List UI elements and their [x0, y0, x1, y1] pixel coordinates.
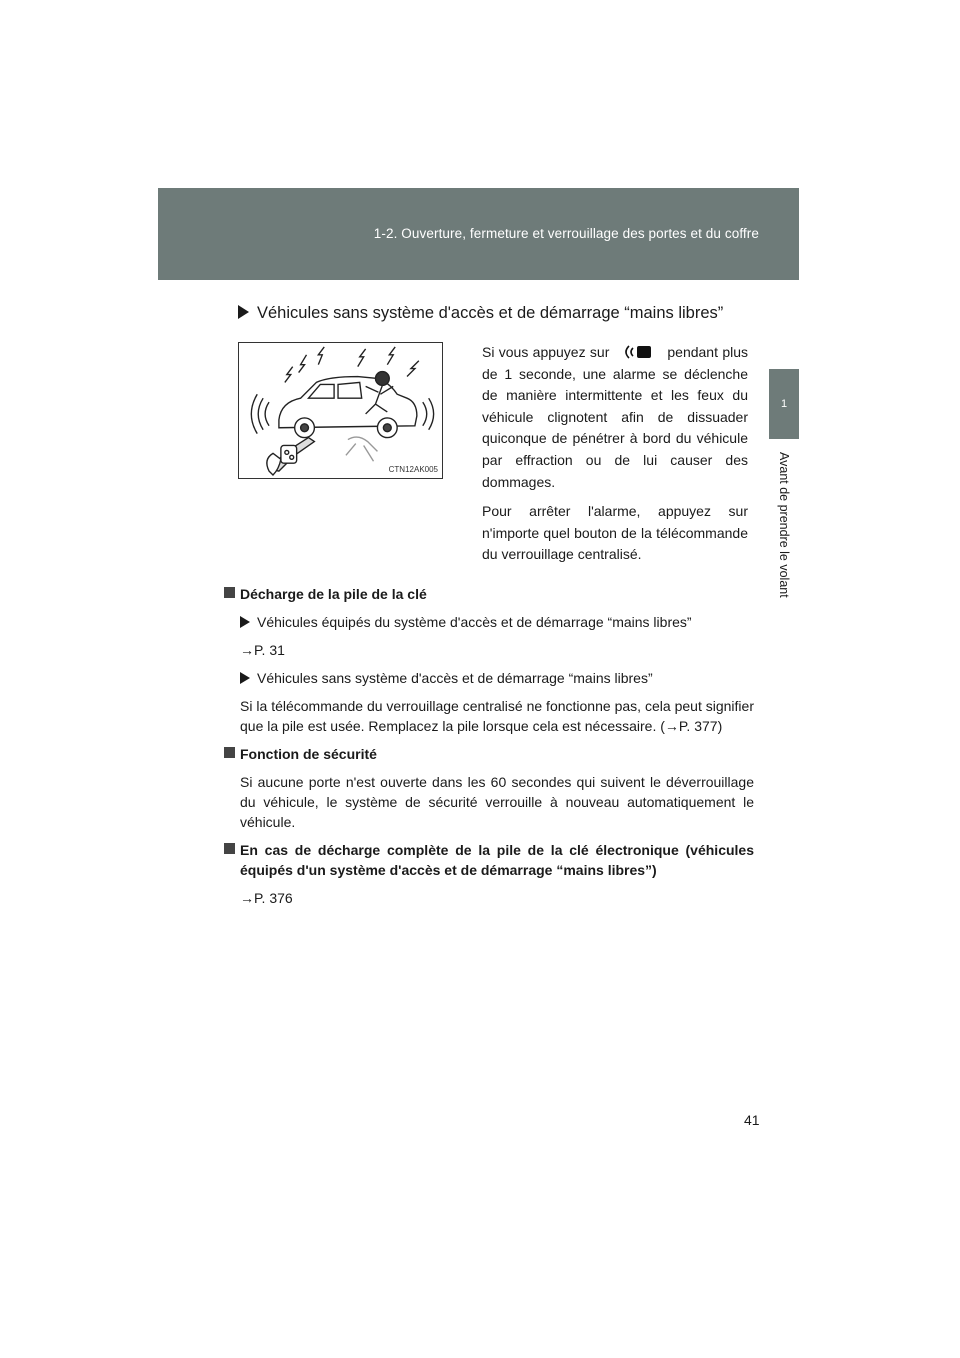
battery-text: Si la télécommande du verrouillage centralisé ne fonctionne pas, cela peut signifier que la pile est usée. Remplacez la pile lorsque cela est nécessaire. (→P. 377) — [240, 698, 754, 734]
security-text: Si aucune porte n'est ouverte dans les 60 secondes qui suivent le déverrouillage du véhicule, le système de sécurité verrouille à nouveau automatiquement le véhicule. — [240, 774, 754, 830]
chapter-tab — [769, 369, 799, 439]
figure-description — [482, 342, 748, 574]
battery-sub2 — [224, 668, 754, 688]
battery-sub2-text: Véhicules sans système d'accès et de démarrage “mains libres” — [257, 670, 653, 686]
square-bullet-icon — [224, 843, 235, 854]
security-heading — [224, 744, 754, 764]
chapter-number: 1 — [780, 398, 788, 410]
p1-before: Si vous appuyez sur — [482, 344, 610, 360]
battery-sub1 — [224, 612, 754, 632]
p1-after: pendant — [667, 344, 718, 360]
alarm-illustration — [238, 342, 443, 479]
triangle-bullet-icon — [238, 305, 249, 319]
car-alarm-drawing — [239, 343, 442, 478]
section-header-bar — [158, 188, 799, 280]
p1-rest: plus de 1 seconde, une alarme se déclenche de manière intermittente et les feux du véhicule clignotent afin de dissuader quiconque de pénétrer à bord du véhicule par effraction ou de lui causer des dommages. — [482, 344, 748, 490]
square-bullet-icon — [224, 747, 235, 758]
page-number: 41 — [744, 1112, 760, 1128]
triangle-bullet-icon — [240, 616, 250, 628]
figure-paragraph-2: Pour arrêter l'alarme, appuyez sur n'importe quel bouton de la télécommande du verrouillage centralisé. — [482, 503, 748, 563]
discharge-heading — [224, 840, 754, 880]
discharge-ref: →P. 376 — [240, 890, 293, 906]
security-heading-text: Fonction de sécurité — [240, 746, 377, 762]
section-title: 1-2. Ouverture, fermeture et verrouillage des portes et du coffre — [373, 226, 759, 241]
panic-button-icon — [621, 344, 655, 360]
square-bullet-icon — [224, 587, 235, 598]
top-subheading-text: Véhicules sans système d'accès et de démarrage “mains libres” — [257, 304, 724, 322]
battery-heading-text: Décharge de la pile de la clé — [240, 586, 427, 602]
triangle-bullet-icon — [240, 672, 250, 684]
figure-code: CTN12AK005 — [388, 465, 438, 474]
chapter-title-vertical: Avant de prendre le volant — [777, 452, 791, 598]
battery-ref1: →P. 31 — [240, 642, 285, 658]
figure-paragraph-1 — [482, 342, 748, 493]
battery-sub1-text: Véhicules équipés du système d'accès et de démarrage “mains libres” — [257, 614, 692, 630]
top-subheading — [238, 304, 723, 323]
notes-body — [224, 584, 754, 916]
battery-heading — [224, 584, 754, 604]
discharge-heading-text: En cas de décharge complète de la pile de la clé électronique (véhicules équipés d'un système d'accès et de démarrage “mains libres”) — [240, 842, 754, 878]
